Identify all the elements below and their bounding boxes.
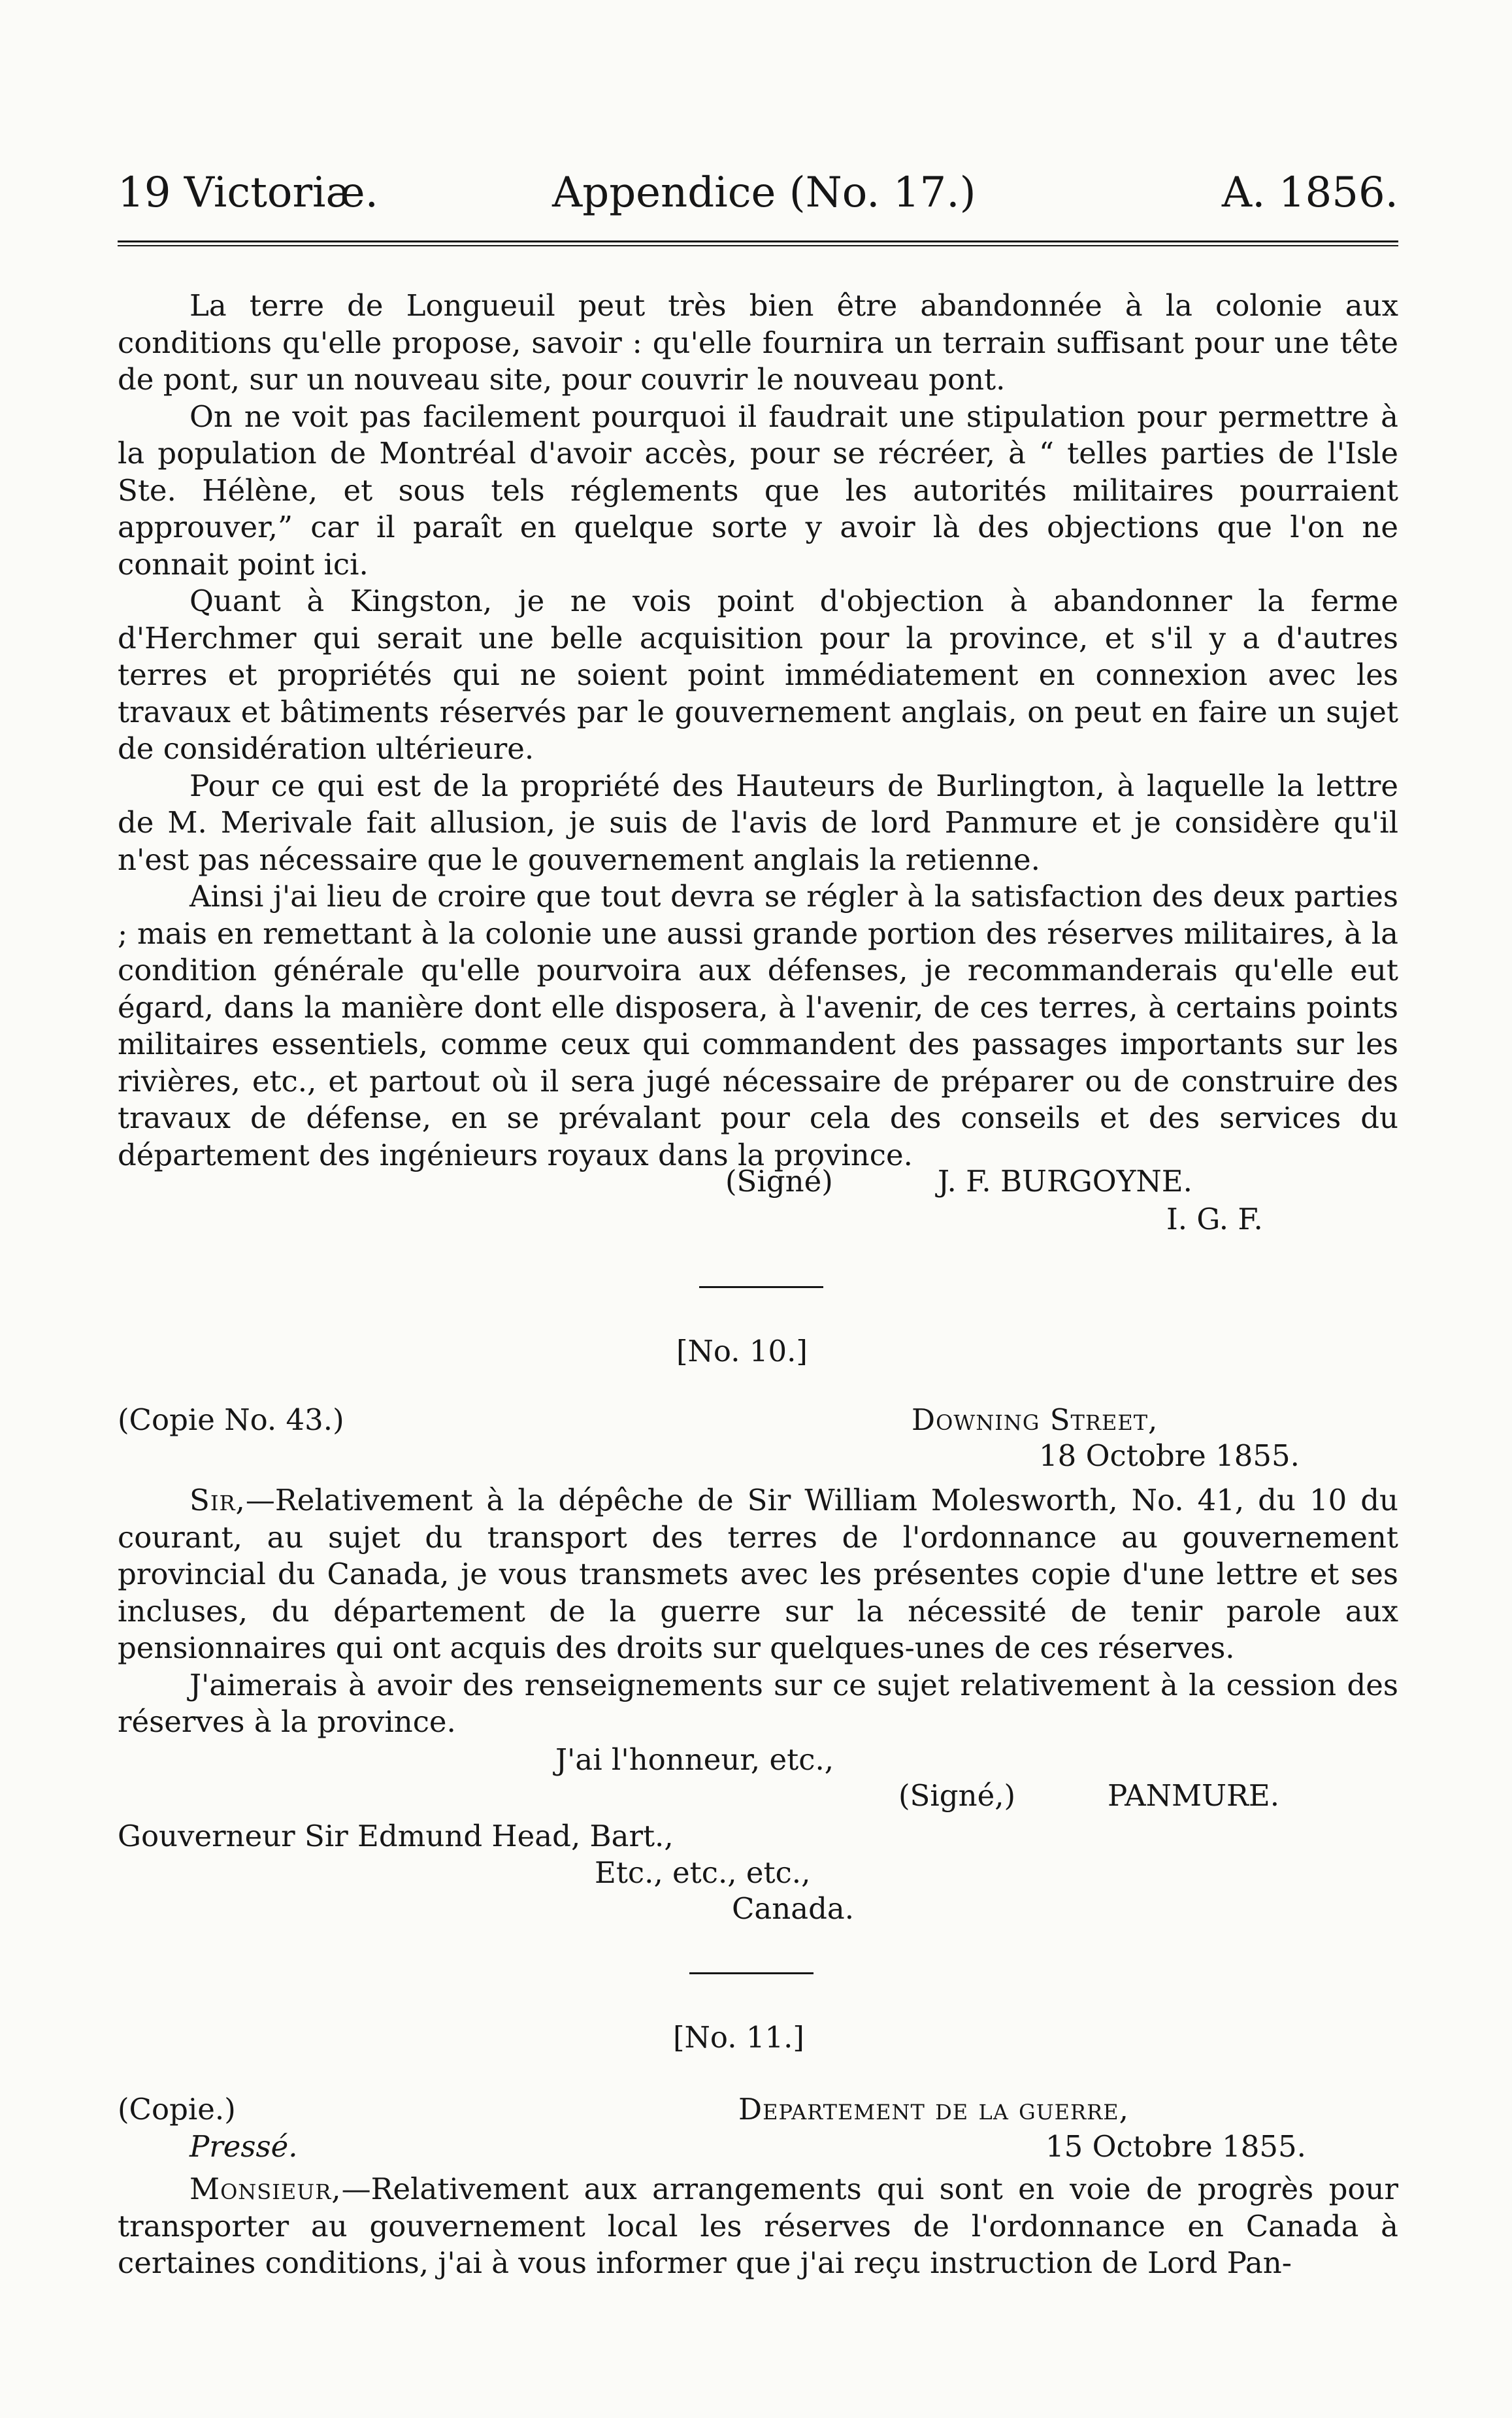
- salutation: Monsieur,: [189, 2172, 342, 2206]
- pressing-note: Pressé.: [189, 2129, 298, 2164]
- section-divider: [699, 1286, 823, 1288]
- section3-text: [118, 2171, 1398, 2282]
- copy-label: (Copie No. 43.): [118, 1402, 344, 1437]
- paragraph: Ainsi j'ai lieu de croire que tout devra se régler à la satisfaction des deux parties ; mais en remettant à la colonie une aussi grande portion des réserves militaires, à la condition générale qu'elle pourvoira aux défenses, je recommanderais qu'elle eut égard, dans la manière dont elle disposera, à l'avenir, de ces terres, à certains points militaires essentiels, comme ceux qui commandent des passages importants sur les rivières, etc., et partout où il sera jugé nécessaire de préparer ou de construire des travaux de défense, en se prévalant pour cela des conseils et des services du département des ingénieurs royaux dans la province.: [118, 879, 1398, 1172]
- running-header: [118, 163, 1398, 222]
- header-session: 19 Victoriæ.: [118, 169, 378, 217]
- paragraph-text: —Relativement aux arrangements qui sont en voie de progrès pour transporter au gouvernement local les réserves de l'ordonnance en Canada à certaines conditions, j'ai à vous informer que j'ai reçu instruction de Lord Pan-: [118, 2172, 1398, 2280]
- section1-text: [118, 288, 1398, 1174]
- letter-place: Departement de la guerre,: [738, 2092, 1129, 2127]
- header-appendix: Appendice (No. 17.): [552, 169, 976, 217]
- document-number: [No. 10.]: [676, 1334, 808, 1368]
- signer-name: PANMURE.: [1108, 1778, 1280, 1813]
- header-double-rule: [118, 240, 1398, 246]
- closing: J'ai l'honneur, etc.,: [555, 1742, 834, 1777]
- paragraph: [118, 2171, 1398, 2282]
- addressee-etc: Etc., etc., etc.,: [595, 1855, 811, 1890]
- signer-title: I. G. F.: [1166, 1202, 1263, 1236]
- document-number: [No. 11.]: [673, 2020, 804, 2055]
- signer-name: J. F. BURGOYNE.: [938, 1164, 1192, 1199]
- letter-date: 15 Octobre 1855.: [1045, 2129, 1306, 2164]
- addressee-country: Canada.: [732, 1891, 855, 1926]
- letter-date: 18 Octobre 1855.: [1039, 1438, 1300, 1473]
- signed-label: (Signé,): [898, 1778, 1016, 1813]
- paragraph-text: —Relativement à la dépêche de Sir William Molesworth, No. 41, du 10 du courant, au sujet du transport des terres de l'ordonnance au gouvernement provincial du Canada, je vous transmets avec les présentes copie d'une lettre et ses incluses, du département de la guerre sur la nécessité de tenir parole aux pensionnaires qui ont acquis des droits sur quelques-unes de ces réserves.: [118, 1483, 1398, 1665]
- paragraph: On ne voit pas facilement pourquoi il faudrait une stipulation pour permettre à la population de Montréal d'avoir accès, pour se récréer, à “ telles parties de l'Isle Ste. Hélène, et sous tels réglements que les autorités militaires pourraient approuver,” car il paraît en quelque sorte y avoir là des objections que l'on ne connait point ici.: [118, 399, 1398, 582]
- paragraph: Pour ce qui est de la propriété des Hauteurs de Burlington, à laquelle la lettre de M. Merivale fait allusion, je suis de l'avis de lord Panmure et je considère qu'il n'est pas nécessaire que le gouvernement anglais la retienne.: [118, 768, 1398, 877]
- header-year: A. 1856.: [1221, 169, 1398, 217]
- signed-label: (Signé): [725, 1164, 833, 1199]
- paragraph: [118, 1482, 1398, 1667]
- paragraph: J'aimerais à avoir des renseignements sur ce sujet relativement à la cession des réserves à la province.: [118, 1667, 1398, 1739]
- paragraph: La terre de Longueuil peut très bien être abandonnée à la colonie aux conditions qu'elle propose, savoir : qu'elle fournira un terrain suffisant pour une tête de pont, sur un nouveau site, pour couvrir le nouveau pont.: [118, 288, 1398, 397]
- section-divider: [689, 1972, 814, 1974]
- letter-place: Downing Street,: [912, 1402, 1159, 1437]
- addressee: Gouverneur Sir Edmund Head, Bart.,: [118, 1819, 674, 1853]
- salutation: Sir,: [189, 1483, 246, 1517]
- paragraph: Quant à Kingston, je ne vois point d'objection à abandonner la ferme d'Herchmer qui serait une belle acquisition pour la province, et s'il y a d'autres terres et propriétés qui ne soient point immédiatement en connexion avec les travaux et bâtiments réservés par le gouvernement anglais, on peut en faire un sujet de considération ultérieure.: [118, 584, 1398, 766]
- section2-text: [118, 1482, 1398, 1741]
- copy-label: (Copie.): [118, 2092, 236, 2127]
